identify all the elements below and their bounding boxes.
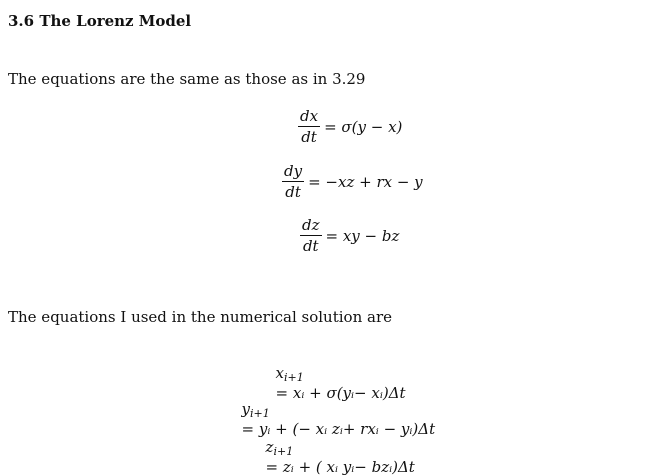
section-heading: 3.6 The Lorenz Model bbox=[8, 12, 192, 30]
equation-rhs: = σ(y − x) bbox=[324, 117, 403, 136]
equation-lhs-subscript: i+1 bbox=[284, 371, 304, 384]
equation-lhs-subscript: i+1 bbox=[273, 445, 294, 458]
fraction bbox=[298, 108, 320, 145]
equation-rhs: = zᵢ + ( xᵢ yᵢ− bzᵢ)Δt bbox=[265, 458, 415, 476]
equation-lhs: x bbox=[275, 364, 285, 382]
denominator: dt bbox=[285, 183, 301, 201]
intro-paragraph: The equations are the same as those as in 3.29 bbox=[8, 70, 366, 88]
fraction bbox=[282, 163, 304, 200]
numerator: dy bbox=[284, 162, 303, 180]
equation-rhs: = xy − bz bbox=[325, 226, 400, 245]
denominator: dt bbox=[301, 128, 317, 146]
denominator: dt bbox=[302, 237, 319, 255]
fraction-bar bbox=[298, 126, 320, 127]
equation-dx-dt bbox=[298, 108, 402, 145]
fraction bbox=[300, 217, 322, 254]
equation-rhs: = −xz + rx − y bbox=[308, 172, 423, 191]
equation-lhs: y bbox=[241, 400, 251, 418]
equation-rhs: = xᵢ + σ(yᵢ− xᵢ)Δt bbox=[275, 384, 406, 402]
numerator: dx bbox=[300, 107, 319, 125]
equation-rhs: = yᵢ + (− xᵢ zᵢ+ rxᵢ − yᵢ)Δt bbox=[241, 420, 436, 438]
numerical-equation-z bbox=[256, 420, 415, 476]
equation-dy-dt bbox=[282, 163, 423, 200]
numerator: dz bbox=[302, 216, 320, 234]
fraction-bar bbox=[282, 181, 304, 182]
equation-lhs: z bbox=[265, 438, 274, 456]
equation-lhs-subscript: i+1 bbox=[250, 407, 270, 420]
equation-dz-dt bbox=[300, 217, 399, 254]
numerical-intro-paragraph: The equations I used in the numerical solution are bbox=[8, 308, 392, 326]
fraction-bar bbox=[300, 235, 322, 236]
